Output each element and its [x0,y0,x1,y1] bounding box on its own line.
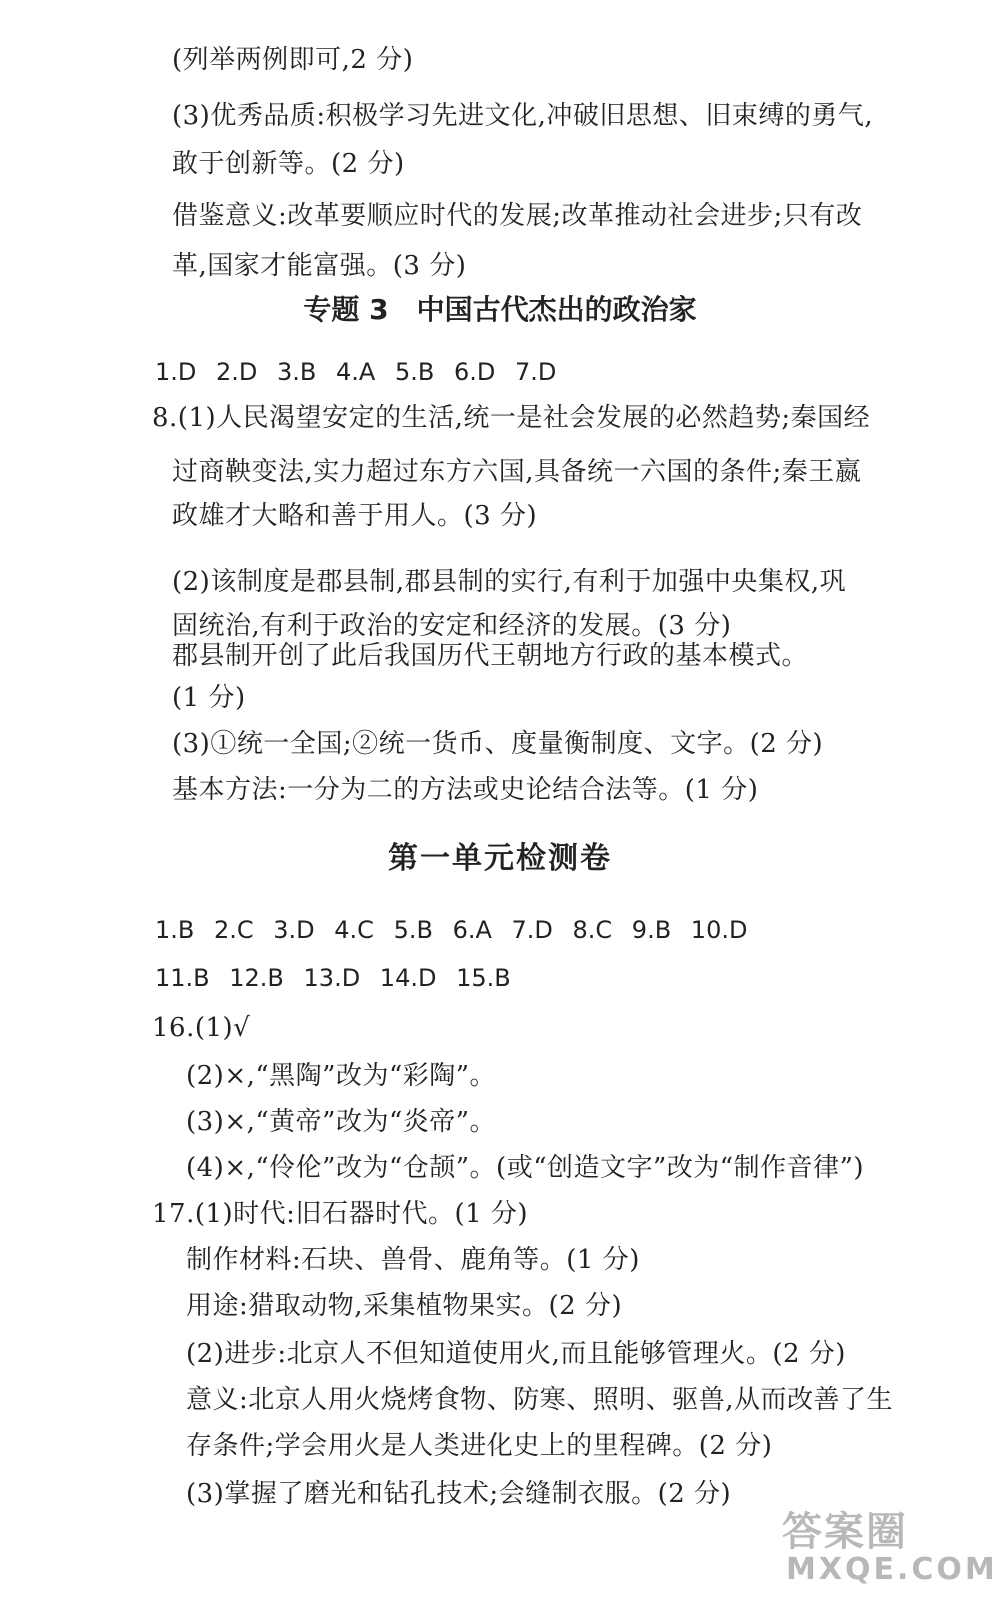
watermark-domain: MXQE.COM [786,1552,998,1587]
text-line: (2)进步:北京人不但知道使用火,而且能够管理火。(2 分) [186,1339,846,1369]
text-line: 制作材料:石块、兽骨、鹿角等。(1 分) [186,1245,640,1275]
text-line: (1 分) [172,683,246,713]
text-line: 政雄才大略和善于用人。(3 分) [172,501,538,531]
text-line: 郡县制开创了此后我国历代王朝地方行政的基本模式。 [172,641,809,671]
text-line: 意义:北京人用火烧烤食物、防寒、照明、驱兽,从而改善了生 [186,1385,894,1415]
text-line: (3)①统一全国;②统一货币、度量衡制度、文字。(2 分) [172,729,824,759]
text-line: (3)掌握了磨光和钻孔技术;会缝制衣服。(2 分) [186,1479,732,1509]
section-heading: 第一单元检测卷 [388,841,612,876]
mc-answers: 1.D 2.D 3.B 4.A 5.B 6.D 7.D [155,358,557,386]
text-line: (2)该制度是郡县制,郡县制的实行,有利于加强中央集权,巩 [172,567,847,597]
text-line: 革,国家才能富强。(3 分) [172,251,467,281]
text-line: 17.(1)时代:旧石器时代。(1 分) [152,1199,529,1229]
text-line: 固统治,有利于政治的安定和经济的发展。(3 分) [172,611,732,641]
mc-answers: 11.B 12.B 13.D 14.D 15.B [155,964,511,992]
watermark-logo [772,1500,998,1590]
text-line: 借鉴意义:改革要顺应时代的发展;改革推动社会进步;只有改 [172,201,863,231]
watermark-title: 答案圈 [782,1509,908,1555]
text-line: 基本方法:一分为二的方法或史论结合法等。(1 分) [172,775,759,805]
text-line: (列举两例即可,2 分) [172,45,414,75]
text-line: (3)优秀品质:积极学习先进文化,冲破旧思想、旧束缚的勇气, [172,101,874,131]
text-line: 敢于创新等。(2 分) [172,149,405,179]
mc-answers: 1.B 2.C 3.D 4.C 5.B 6.A 7.D 8.C 9.B 10.D [155,916,748,944]
text-line: (3)×,“黄帝”改为“炎帝”。 [186,1107,497,1137]
text-line: 8.(1)人民渴望安定的生活,统一是社会发展的必然趋势;秦国经 [152,403,871,433]
text-line: 存条件;学会用火是人类进化史上的里程碑。(2 分) [186,1431,773,1461]
text-line: 过商鞅变法,实力超过东方六国,具备统一六国的条件;秦王嬴 [172,457,862,487]
text-line: 16.(1)√ [152,1013,251,1043]
text-line: (4)×,“伶伦”改为“仓颉”。(或“创造文字”改为“制作音律”) [186,1153,865,1183]
text-line: 用途:猎取动物,采集植物果实。(2 分) [186,1291,623,1321]
text-line: (2)×,“黑陶”改为“彩陶”。 [186,1061,497,1091]
section-heading: 专题 3 中国古代杰出的政治家 [303,293,697,326]
